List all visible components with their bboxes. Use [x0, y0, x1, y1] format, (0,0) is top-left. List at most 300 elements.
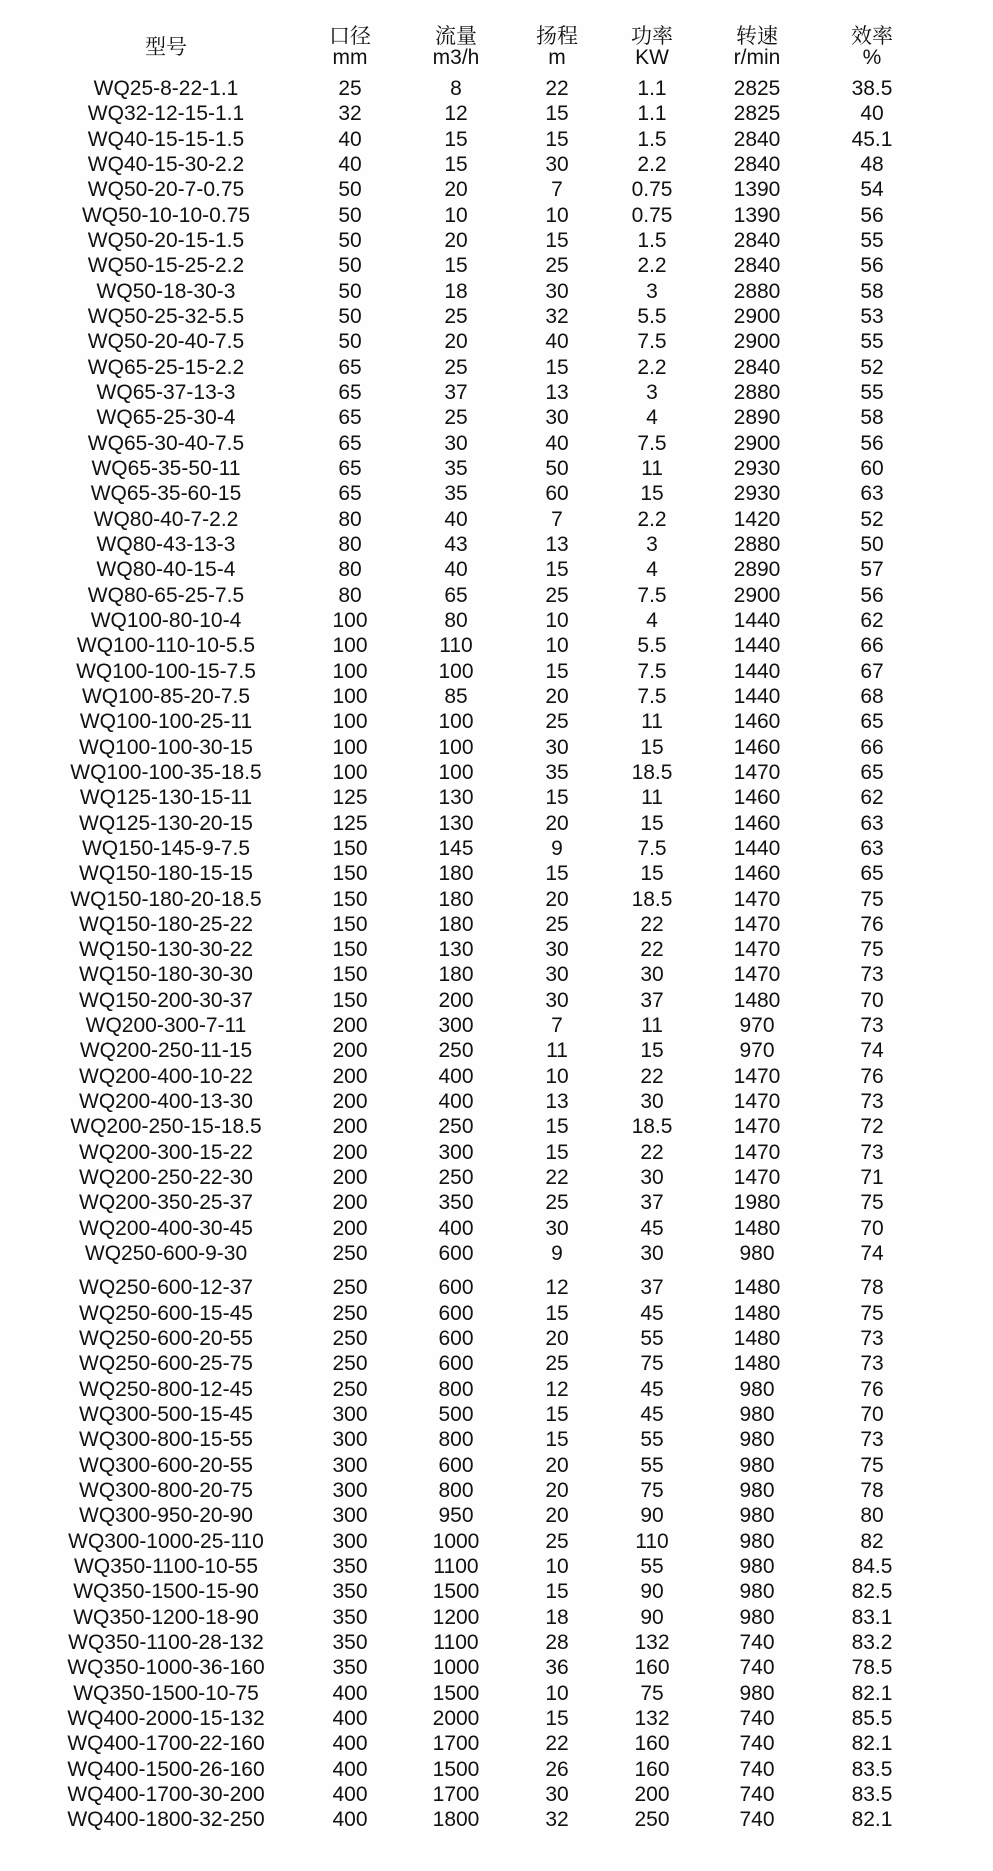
table-row — [36, 355, 928, 380]
cell-flow-m3h: 25 — [444, 355, 468, 379]
cell-power-kw: 30 — [640, 1166, 664, 1190]
cell-diameter-mm: 125 — [332, 786, 368, 810]
cell-flow-m3h: 350 — [438, 1191, 474, 1215]
cell-efficiency-pct: 58 — [860, 406, 884, 430]
column-label-efficiency-pct: 效率 — [851, 25, 893, 48]
cell-diameter-mm: 200 — [332, 1064, 368, 1088]
cell-model: WQ200-300-7-11 — [85, 1014, 247, 1038]
table-row — [36, 1351, 928, 1376]
cell-flow-m3h: 400 — [438, 1064, 474, 1088]
cell-speed-rpm: 2890 — [733, 406, 781, 430]
cell-efficiency-pct: 55 — [860, 228, 884, 252]
cell-diameter-mm: 300 — [332, 1403, 368, 1427]
cell-flow-m3h: 180 — [438, 887, 474, 911]
cell-speed-rpm: 2900 — [733, 583, 781, 607]
cell-diameter-mm: 100 — [332, 760, 368, 784]
cell-diameter-mm: 65 — [338, 355, 362, 379]
cell-model: WQ200-250-22-30 — [79, 1166, 253, 1190]
table-row — [36, 1301, 928, 1326]
cell-diameter-mm: 250 — [332, 1352, 368, 1376]
table-row — [36, 481, 928, 506]
cell-head-m: 30 — [545, 1782, 569, 1806]
cell-head-m: 11 — [546, 1039, 568, 1063]
cell-flow-m3h: 40 — [444, 558, 468, 582]
cell-efficiency-pct: 48 — [860, 152, 884, 176]
cell-speed-rpm: 2900 — [733, 431, 781, 455]
cell-power-kw: 37 — [640, 988, 664, 1012]
table-header — [36, 26, 928, 76]
cell-power-kw: 7.5 — [637, 836, 667, 860]
table-row — [36, 1427, 928, 1452]
cell-flow-m3h: 40 — [444, 507, 468, 531]
cell-head-m: 25 — [545, 1529, 569, 1553]
cell-model: WQ65-37-13-3 — [96, 380, 236, 404]
cell-speed-rpm: 980 — [739, 1504, 775, 1528]
cell-flow-m3h: 85 — [444, 684, 468, 708]
cell-efficiency-pct: 60 — [860, 456, 884, 480]
cell-power-kw: 22 — [640, 1140, 664, 1164]
table-row — [36, 431, 928, 456]
cell-speed-rpm: 1470 — [733, 760, 781, 784]
column-header-efficiency-pct — [816, 26, 928, 76]
cell-model: WQ65-35-60-15 — [90, 482, 242, 506]
cell-speed-rpm: 1420 — [733, 507, 781, 531]
table-row — [36, 228, 928, 253]
cell-head-m: 15 — [545, 355, 569, 379]
cell-diameter-mm: 150 — [332, 938, 368, 962]
cell-head-m: 10 — [545, 1681, 569, 1705]
table-row — [36, 1630, 928, 1655]
cell-efficiency-pct: 70 — [860, 1216, 884, 1240]
cell-head-m: 12 — [545, 1377, 569, 1401]
column-header-head-m — [508, 26, 606, 76]
cell-model: WQ400-1700-30-200 — [67, 1782, 265, 1806]
cell-power-kw: 5.5 — [637, 634, 667, 658]
cell-model: WQ125-130-20-15 — [79, 811, 253, 835]
cell-head-m: 10 — [545, 1555, 569, 1579]
cell-head-m: 7 — [551, 1014, 563, 1038]
cell-speed-rpm: 2825 — [733, 102, 781, 126]
cell-diameter-mm: 350 — [332, 1656, 368, 1680]
cell-speed-rpm: 1470 — [733, 912, 781, 936]
cell-diameter-mm: 300 — [332, 1479, 368, 1503]
cell-efficiency-pct: 70 — [860, 988, 884, 1012]
cell-diameter-mm: 350 — [332, 1631, 368, 1655]
cell-model: WQ400-2000-15-132 — [67, 1707, 265, 1730]
table-row — [36, 659, 928, 684]
cell-flow-m3h: 800 — [438, 1479, 474, 1503]
cell-speed-rpm: 2825 — [733, 77, 781, 100]
cell-flow-m3h: 600 — [438, 1453, 474, 1477]
header-row — [36, 26, 928, 76]
cell-power-kw: 75 — [640, 1479, 664, 1503]
cell-head-m: 18 — [545, 1605, 569, 1629]
cell-flow-m3h: 20 — [444, 178, 468, 202]
cell-efficiency-pct: 84.5 — [851, 1555, 893, 1579]
cell-efficiency-pct: 85.5 — [851, 1707, 893, 1730]
cell-model: WQ200-400-30-45 — [79, 1216, 253, 1240]
cell-head-m: 15 — [545, 862, 569, 886]
cell-flow-m3h: 1000 — [432, 1656, 480, 1680]
column-header-power-kw — [606, 26, 698, 76]
cell-speed-rpm: 1440 — [733, 836, 781, 860]
cell-speed-rpm: 980 — [739, 1479, 775, 1503]
cell-model: WQ50-18-30-3 — [96, 279, 236, 303]
cell-head-m: 30 — [545, 938, 569, 962]
table-row — [36, 1782, 928, 1807]
cell-model: WQ300-500-15-45 — [79, 1403, 253, 1427]
cell-speed-rpm: 970 — [739, 1014, 775, 1038]
cell-efficiency-pct: 83.2 — [851, 1631, 893, 1655]
table-row — [36, 1266, 928, 1300]
cell-diameter-mm: 150 — [332, 963, 368, 987]
table-row — [36, 253, 928, 278]
cell-head-m: 15 — [545, 558, 569, 582]
cell-speed-rpm: 1460 — [733, 710, 781, 734]
cell-speed-rpm: 2890 — [733, 558, 781, 582]
cell-flow-m3h: 1100 — [433, 1555, 479, 1579]
cell-power-kw: 45 — [640, 1301, 664, 1325]
cell-speed-rpm: 980 — [739, 1681, 775, 1705]
table-row — [36, 1503, 928, 1528]
table-row — [36, 912, 928, 937]
cell-flow-m3h: 100 — [438, 760, 474, 784]
cell-efficiency-pct: 52 — [860, 507, 884, 531]
table-row — [36, 456, 928, 481]
cell-speed-rpm: 1480 — [733, 1352, 781, 1376]
cell-flow-m3h: 600 — [438, 1301, 474, 1325]
cell-flow-m3h: 200 — [438, 988, 474, 1012]
cell-efficiency-pct: 45.1 — [851, 127, 893, 151]
table-row — [36, 1326, 928, 1351]
cell-speed-rpm: 1480 — [733, 1301, 781, 1325]
table-row — [36, 1165, 928, 1190]
cell-head-m: 20 — [545, 887, 569, 911]
cell-speed-rpm: 740 — [739, 1732, 775, 1756]
cell-speed-rpm: 1390 — [733, 203, 781, 227]
cell-power-kw: 1.5 — [637, 127, 667, 151]
cell-power-kw: 7.5 — [637, 659, 667, 683]
cell-efficiency-pct: 78.5 — [851, 1656, 893, 1680]
cell-diameter-mm: 50 — [338, 254, 362, 278]
cell-model: WQ100-100-25-11 — [79, 710, 253, 734]
cell-efficiency-pct: 75 — [860, 1453, 884, 1477]
cell-head-m: 15 — [545, 659, 569, 683]
cell-flow-m3h: 10 — [444, 203, 468, 227]
cell-power-kw: 22 — [640, 938, 664, 962]
cell-diameter-mm: 65 — [338, 406, 362, 430]
table-row — [36, 152, 928, 177]
cell-flow-m3h: 400 — [438, 1090, 474, 1114]
table-row — [36, 304, 928, 329]
cell-flow-m3h: 800 — [438, 1377, 474, 1401]
cell-diameter-mm: 40 — [338, 127, 362, 151]
cell-power-kw: 15 — [640, 811, 664, 835]
cell-head-m: 13 — [545, 532, 569, 556]
cell-speed-rpm: 970 — [739, 1039, 775, 1063]
cell-speed-rpm: 1460 — [733, 786, 781, 810]
cell-power-kw: 30 — [640, 963, 664, 987]
cell-efficiency-pct: 78 — [860, 1479, 884, 1503]
cell-speed-rpm: 740 — [739, 1631, 775, 1655]
cell-diameter-mm: 150 — [332, 862, 368, 886]
cell-speed-rpm: 2880 — [733, 532, 781, 556]
cell-efficiency-pct: 76 — [860, 1064, 884, 1088]
cell-flow-m3h: 25 — [444, 406, 468, 430]
cell-efficiency-pct: 52 — [860, 355, 884, 379]
column-label-model: 型号 — [145, 35, 187, 59]
cell-head-m: 22 — [545, 77, 569, 100]
cell-diameter-mm: 150 — [332, 887, 368, 911]
cell-speed-rpm: 1460 — [733, 862, 781, 886]
cell-flow-m3h: 1000 — [432, 1529, 480, 1553]
cell-speed-rpm: 2840 — [733, 228, 781, 252]
cell-speed-rpm: 2880 — [733, 380, 781, 404]
table-row — [36, 203, 928, 228]
cell-power-kw: 200 — [634, 1782, 670, 1806]
cell-flow-m3h: 1500 — [432, 1681, 480, 1705]
cell-head-m: 30 — [545, 279, 569, 303]
table-row — [36, 988, 928, 1013]
table-row — [36, 380, 928, 405]
table-row — [36, 1038, 928, 1063]
column-unit-diameter-mm: mm — [332, 46, 368, 69]
cell-diameter-mm: 400 — [332, 1732, 368, 1756]
cell-model: WQ100-100-30-15 — [79, 735, 253, 759]
cell-flow-m3h: 130 — [438, 938, 474, 962]
table-row — [36, 532, 928, 557]
cell-efficiency-pct: 67 — [860, 659, 884, 683]
cell-flow-m3h: 20 — [444, 330, 468, 354]
cell-flow-m3h: 35 — [444, 482, 468, 506]
cell-model: WQ50-20-15-1.5 — [87, 228, 245, 252]
column-unit-power-kw: KW — [635, 46, 669, 69]
cell-model: WQ50-25-32-5.5 — [87, 304, 245, 328]
cell-speed-rpm: 2930 — [733, 456, 781, 480]
table-row — [36, 1529, 928, 1554]
cell-head-m: 32 — [545, 1808, 569, 1832]
cell-speed-rpm: 1980 — [733, 1191, 781, 1215]
cell-model: WQ32-12-15-1.1 — [87, 102, 245, 126]
cell-efficiency-pct: 56 — [860, 583, 884, 607]
cell-speed-rpm: 1470 — [733, 1115, 781, 1139]
cell-diameter-mm: 350 — [332, 1555, 368, 1579]
cell-flow-m3h: 100 — [438, 659, 474, 683]
cell-head-m: 40 — [545, 330, 569, 354]
table-row — [36, 1731, 928, 1756]
cell-speed-rpm: 1470 — [733, 1166, 781, 1190]
cell-flow-m3h: 110 — [439, 634, 473, 658]
cell-head-m: 25 — [545, 254, 569, 278]
cell-model: WQ65-35-50-11 — [91, 456, 241, 480]
cell-model: WQ400-1500-26-160 — [67, 1757, 265, 1781]
cell-head-m: 20 — [545, 1479, 569, 1503]
cell-head-m: 15 — [545, 1707, 569, 1730]
table-row — [36, 1478, 928, 1503]
cell-head-m: 25 — [545, 1352, 569, 1376]
table-row — [36, 507, 928, 532]
cell-model: WQ250-600-25-75 — [79, 1352, 253, 1376]
cell-power-kw: 5.5 — [637, 304, 667, 328]
cell-model: WQ350-1500-15-90 — [73, 1580, 259, 1604]
cell-diameter-mm: 100 — [332, 735, 368, 759]
table-row — [36, 1089, 928, 1114]
table-row — [36, 1706, 928, 1731]
cell-model: WQ65-25-30-4 — [96, 406, 236, 430]
table-row — [36, 1402, 928, 1427]
cell-speed-rpm: 2900 — [733, 330, 781, 354]
cell-model: WQ100-100-35-18.5 — [70, 760, 262, 784]
cell-flow-m3h: 800 — [438, 1428, 474, 1452]
cell-diameter-mm: 200 — [332, 1090, 368, 1114]
cell-efficiency-pct: 76 — [860, 912, 884, 936]
cell-head-m: 50 — [545, 456, 569, 480]
table-row — [36, 937, 928, 962]
column-unit-head-m: m — [548, 46, 566, 69]
cell-model: WQ40-15-30-2.2 — [87, 152, 245, 176]
cell-model: WQ200-400-10-22 — [79, 1064, 253, 1088]
cell-head-m: 30 — [545, 152, 569, 176]
cell-efficiency-pct: 70 — [860, 1403, 884, 1427]
cell-speed-rpm: 980 — [739, 1377, 775, 1401]
cell-diameter-mm: 40 — [338, 152, 362, 176]
cell-head-m: 13 — [545, 380, 569, 404]
column-header-speed-rpm — [698, 26, 816, 76]
cell-speed-rpm: 1470 — [733, 1140, 781, 1164]
cell-diameter-mm: 125 — [332, 811, 368, 835]
cell-head-m: 15 — [545, 127, 569, 151]
cell-speed-rpm: 2900 — [733, 304, 781, 328]
table-row — [36, 608, 928, 633]
cell-model: WQ50-20-40-7.5 — [87, 330, 245, 354]
cell-model: WQ25-8-22-1.1 — [93, 77, 239, 100]
cell-speed-rpm: 1470 — [733, 887, 781, 911]
cell-speed-rpm: 1480 — [733, 988, 781, 1012]
cell-diameter-mm: 100 — [332, 710, 368, 734]
table-row — [36, 709, 928, 734]
cell-model: WQ300-800-15-55 — [79, 1428, 253, 1452]
cell-speed-rpm: 980 — [739, 1403, 775, 1427]
cell-efficiency-pct: 74 — [860, 1242, 884, 1266]
cell-model: WQ65-25-15-2.2 — [87, 355, 245, 379]
cell-diameter-mm: 50 — [338, 330, 362, 354]
cell-power-kw: 90 — [640, 1504, 664, 1528]
table-row — [36, 811, 928, 836]
pump-spec-table — [36, 26, 928, 1833]
cell-model: WQ250-600-15-45 — [79, 1301, 253, 1325]
cell-power-kw: 30 — [640, 1242, 664, 1266]
cell-diameter-mm: 200 — [332, 1115, 368, 1139]
cell-model: WQ250-600-9-30 — [84, 1242, 248, 1266]
cell-speed-rpm: 1480 — [733, 1276, 781, 1300]
cell-power-kw: 3 — [646, 380, 658, 404]
cell-efficiency-pct: 73 — [860, 1428, 884, 1452]
cell-power-kw: 7.5 — [637, 583, 667, 607]
cell-head-m: 28 — [545, 1631, 569, 1655]
cell-diameter-mm: 300 — [332, 1428, 368, 1452]
cell-power-kw: 7.5 — [637, 684, 667, 708]
table-body — [36, 76, 928, 1833]
cell-head-m: 60 — [545, 482, 569, 506]
cell-head-m: 36 — [545, 1656, 569, 1680]
cell-speed-rpm: 1480 — [733, 1216, 781, 1240]
table-row — [36, 127, 928, 152]
cell-diameter-mm: 100 — [332, 659, 368, 683]
cell-efficiency-pct: 82.1 — [851, 1681, 893, 1705]
cell-model: WQ100-110-10-5.5 — [76, 634, 256, 658]
cell-efficiency-pct: 66 — [860, 634, 884, 658]
cell-model: WQ150-200-30-37 — [79, 988, 253, 1012]
cell-model: WQ150-180-25-22 — [79, 912, 253, 936]
cell-diameter-mm: 250 — [332, 1327, 368, 1351]
cell-power-kw: 15 — [640, 1039, 664, 1063]
cell-diameter-mm: 300 — [332, 1529, 368, 1553]
cell-efficiency-pct: 55 — [860, 380, 884, 404]
cell-power-kw: 55 — [640, 1555, 664, 1579]
table-row — [36, 329, 928, 354]
table-row — [36, 583, 928, 608]
cell-flow-m3h: 130 — [438, 786, 474, 810]
cell-power-kw: 7.5 — [637, 431, 667, 455]
table-row — [36, 1114, 928, 1139]
table-row — [36, 1377, 928, 1402]
table-row — [36, 861, 928, 886]
cell-flow-m3h: 15 — [444, 254, 468, 278]
cell-flow-m3h: 600 — [438, 1276, 474, 1300]
cell-flow-m3h: 1700 — [432, 1782, 480, 1806]
cell-head-m: 22 — [545, 1732, 569, 1756]
cell-diameter-mm: 50 — [338, 228, 362, 252]
cell-diameter-mm: 50 — [338, 178, 362, 202]
column-label-diameter-mm: 口径 — [329, 25, 371, 48]
cell-efficiency-pct: 73 — [860, 1352, 884, 1376]
cell-power-kw: 22 — [640, 1064, 664, 1088]
cell-flow-m3h: 43 — [444, 532, 468, 556]
table-row — [36, 1064, 928, 1089]
cell-power-kw: 250 — [634, 1808, 670, 1832]
table-row — [36, 1241, 928, 1266]
cell-speed-rpm: 740 — [739, 1782, 775, 1806]
cell-flow-m3h: 1200 — [432, 1605, 480, 1629]
cell-diameter-mm: 400 — [332, 1681, 368, 1705]
cell-diameter-mm: 80 — [338, 583, 362, 607]
cell-diameter-mm: 400 — [332, 1707, 368, 1730]
cell-model: WQ400-1700-22-160 — [67, 1732, 265, 1756]
cell-model: WQ50-10-10-0.75 — [81, 203, 251, 227]
cell-head-m: 25 — [545, 912, 569, 936]
cell-diameter-mm: 200 — [332, 1014, 368, 1038]
cell-efficiency-pct: 82.5 — [851, 1580, 893, 1604]
cell-model: WQ80-40-15-4 — [96, 558, 236, 582]
cell-diameter-mm: 350 — [332, 1580, 368, 1604]
cell-efficiency-pct: 40 — [860, 102, 884, 126]
cell-head-m: 15 — [545, 1115, 569, 1139]
cell-speed-rpm: 1440 — [733, 634, 781, 658]
table-row — [36, 557, 928, 582]
table-row — [36, 101, 928, 126]
cell-power-kw: 4 — [646, 608, 658, 632]
cell-model: WQ200-250-11-15 — [79, 1039, 253, 1063]
cell-flow-m3h: 950 — [438, 1504, 474, 1528]
column-label-head-m: 扬程 — [536, 25, 578, 48]
cell-head-m: 15 — [545, 786, 569, 810]
cell-power-kw: 30 — [640, 1090, 664, 1114]
cell-head-m: 35 — [545, 760, 569, 784]
cell-power-kw: 90 — [640, 1580, 664, 1604]
cell-diameter-mm: 200 — [332, 1140, 368, 1164]
cell-flow-m3h: 65 — [444, 583, 468, 607]
cell-model: WQ100-80-10-4 — [90, 608, 242, 632]
